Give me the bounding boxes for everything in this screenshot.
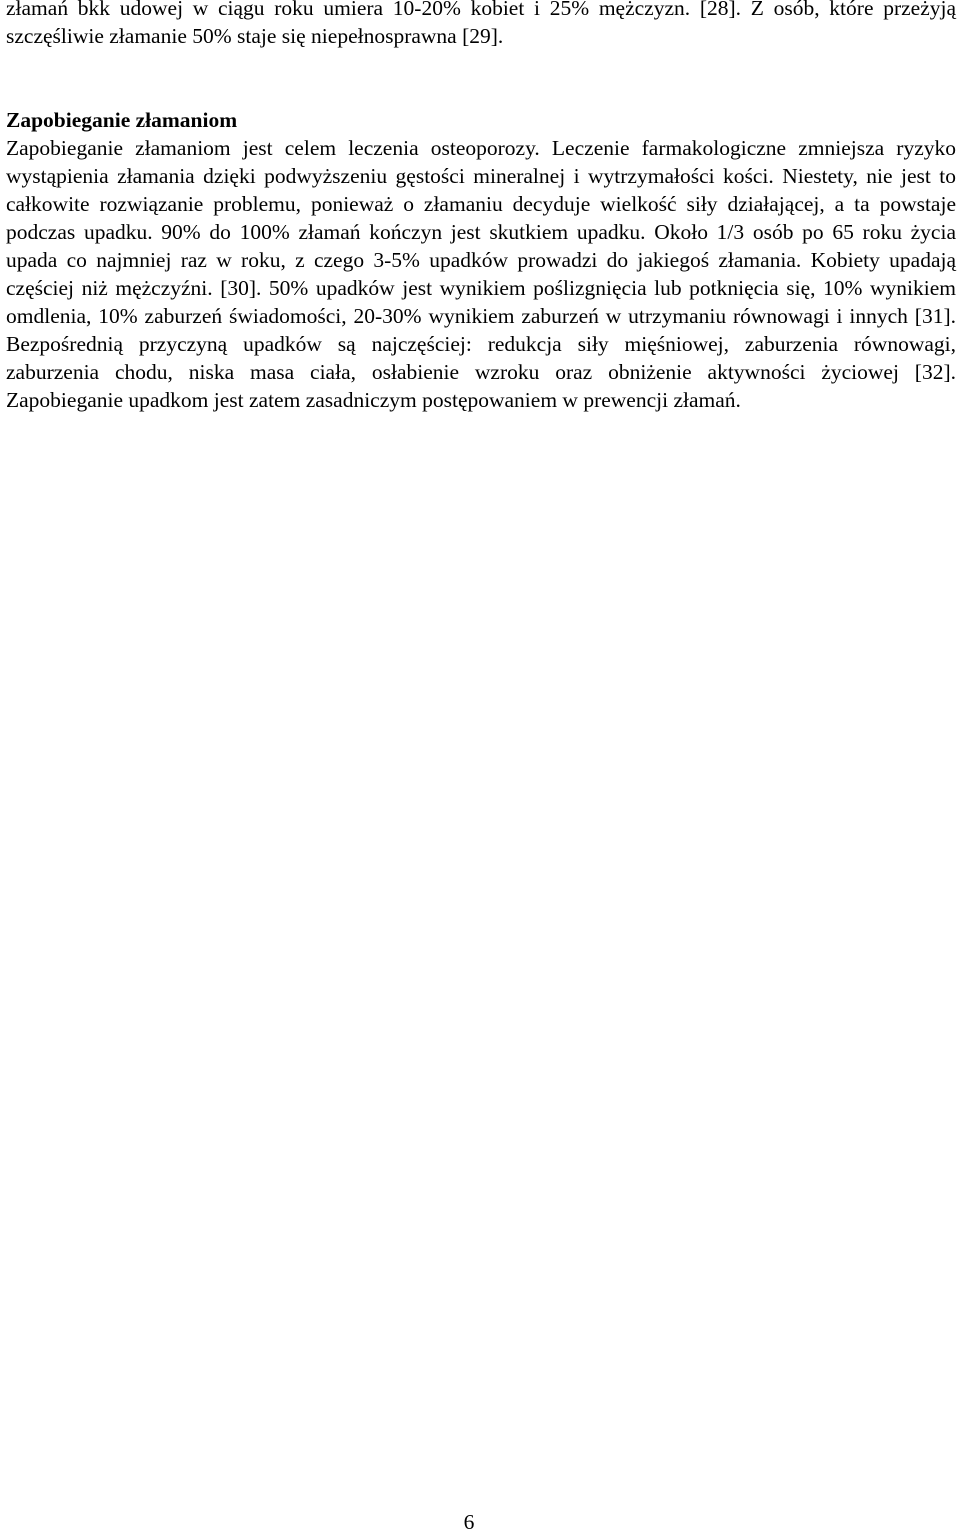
- section-paragraph: Zapobieganie złamaniom jest celem leczenia osteoporozy. Leczenie farmakologiczne zmniejsza ryzyko wystąpienia złamania dzięki podwyższeniu gęstości mineralnej i wytrzymałości kości. Niestety, nie jest to całkowite rozwiązanie problemu, ponieważ o złamaniu decyduje wielkość siły działającej, a ta powstaje podczas upadku. 90% do 100% złamań kończyn jest skutkiem upadku. Około 1/3 osób po 65 roku życia upada co najmniej raz w roku, z czego 3-5% upadków prowadzi do jakiegoś złamania. Kobiety upadają częściej niż mężczyźni. [30]. 50% upadków jest wynikiem poślizgnięcia lub potknięcia się, 10% wynikiem omdlenia, 10% zaburzeń świadomości, 20-30% wynikiem zaburzeń w utrzymaniu równowagi i innych [31]. Bezpośrednią przyczyną upadków są najczęściej: redukcja siły mięśniowej, zaburzenia równowagi, zaburzenia chodu, niska masa ciała, osłabienie wzroku oraz obniżenie aktywności życiowej [32]. Zapobieganie upadkom jest zatem zasadniczym postępowaniem w prewencji złamań.: [6, 136, 956, 412]
- page-number: 6: [463, 1510, 475, 1534]
- continuation-paragraph: złamań bkk udowej w ciągu roku umiera 10-20% kobiet i 25% mężczyzn. [28]. Z osób, które przeżyją szczęśliwie złamanie 50% staje się niepełnosprawna [29].: [6, 0, 956, 48]
- section-heading: Zapobieganie złamaniom: [6, 108, 238, 132]
